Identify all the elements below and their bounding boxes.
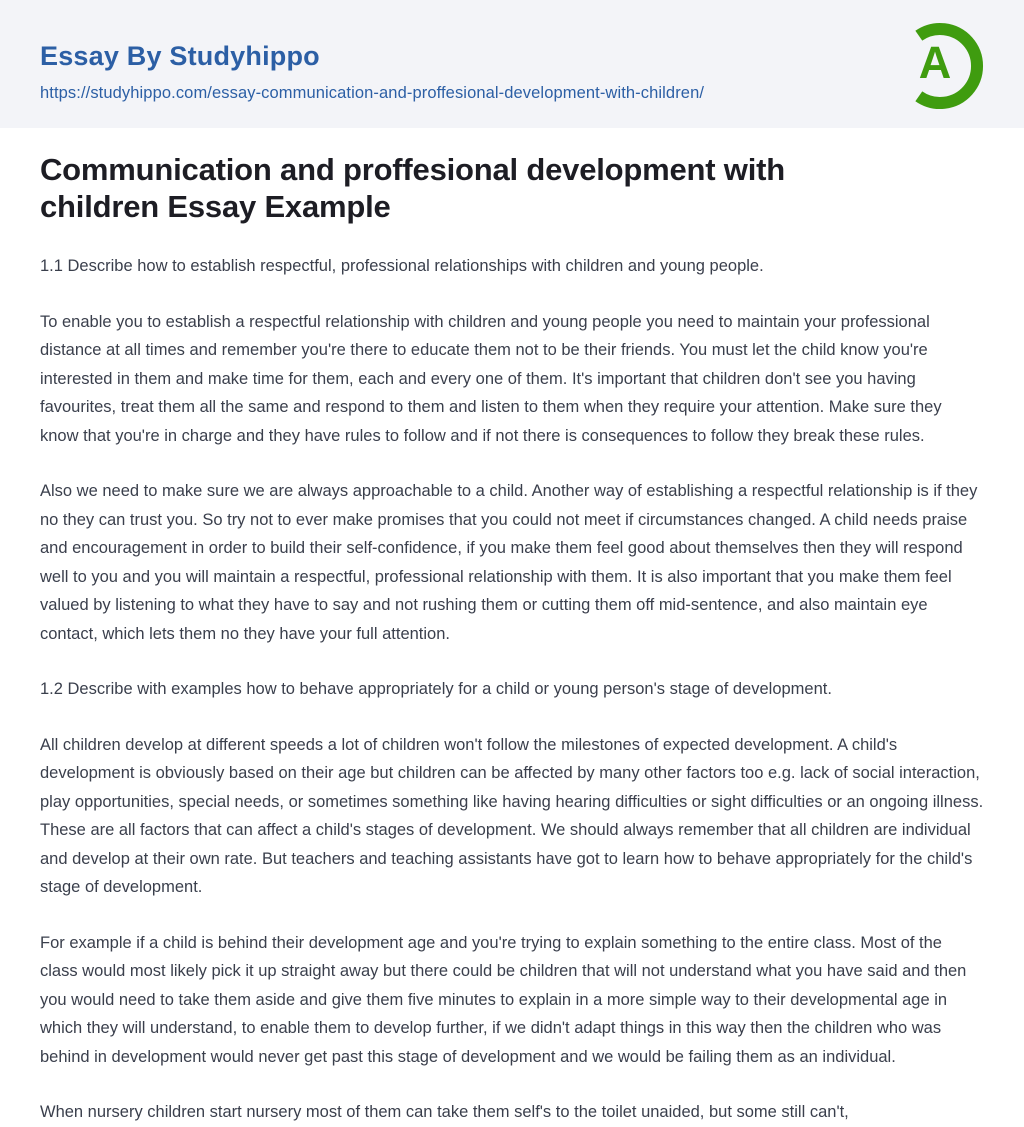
- essay-content: [0, 151, 1024, 1127]
- essay-paragraph: Also we need to make sure we are always approachable to a child. Another way of establishing a respectful relationship is if they no they can trust you. So try not to ever make promises that you could not meet if circumstances changed. A child needs praise and encouragement in order to build their self-confidence, if you make them feel good about themselves then they will respond well to you and you will maintain a respectful, professional relationship with them. It is also important that you make them feel valued by listening to what they have to say and not rushing them or cutting them off mid-sentence, and also maintain eye contact, which lets them no they have your full attention.: [40, 482, 978, 643]
- essay-paragraph: For example if a child is behind their development age and you're trying to explain something to the entire class. Most of the class would most likely pick it up straight away but there could be children that will not understand what you have said and then you would need to take them aside and give them five minutes to explain in a more simple way to their developmental age in which they will understand, to enable them to develop further, if we didn't adapt things in this way then the children who was behind in development would never get past this stage of development and we would be failing them as an individual.: [40, 933, 967, 1066]
- source-url: https://studyhippo.com/essay-communication-and-proffesional-development-with-children/: [40, 84, 705, 102]
- studyhippo-logo-icon: [895, 21, 985, 111]
- essay-paragraph: 1.1 Describe how to establish respectful, professional relationships with children and young people.: [40, 257, 764, 275]
- logo-letter: A: [918, 37, 952, 88]
- page-header: [0, 0, 1024, 128]
- essay-paragraph: 1.2 Describe with examples how to behave appropriately for a child or young person's stage of development.: [40, 680, 832, 698]
- essay-body: [40, 252, 984, 1127]
- site-title: Essay By Studyhippo: [40, 41, 320, 71]
- essay-paragraph: All children develop at different speeds a lot of children won't follow the milestones of expected development. A child's development is obviously based on their age but children can be affected by many other factors too e.g. lack of social interaction, play opportunities, special needs, or sometimes something like having hearing difficulties or sight difficulties or an ongoing illness. These are all factors that can affect a child's stages of development. We should always remember that all children are individual and develop at their own rate. But teachers and teaching assistants have got to learn how to behave appropriately for the child's stage of development.: [40, 735, 984, 896]
- essay-title: Communication and proffesional development with children Essay Example: [40, 152, 785, 224]
- essay-paragraph: When nursery children start nursery most of them can take them self's to the toilet unaided, but some still can't,: [40, 1103, 849, 1121]
- essay-paragraph: To enable you to establish a respectful relationship with children and young people you need to maintain your professional distance at all times and remember you're there to educate them not to be their friends. You must let the child know you're interested in them and make time for them, each and every one of them. It's important that children don't see you having favourites, treat them all the same and respond to them and listen to them when they require your attention. Make sure they know that you're in charge and they have rules to follow and if not there is consequences to follow they break these rules.: [40, 312, 942, 445]
